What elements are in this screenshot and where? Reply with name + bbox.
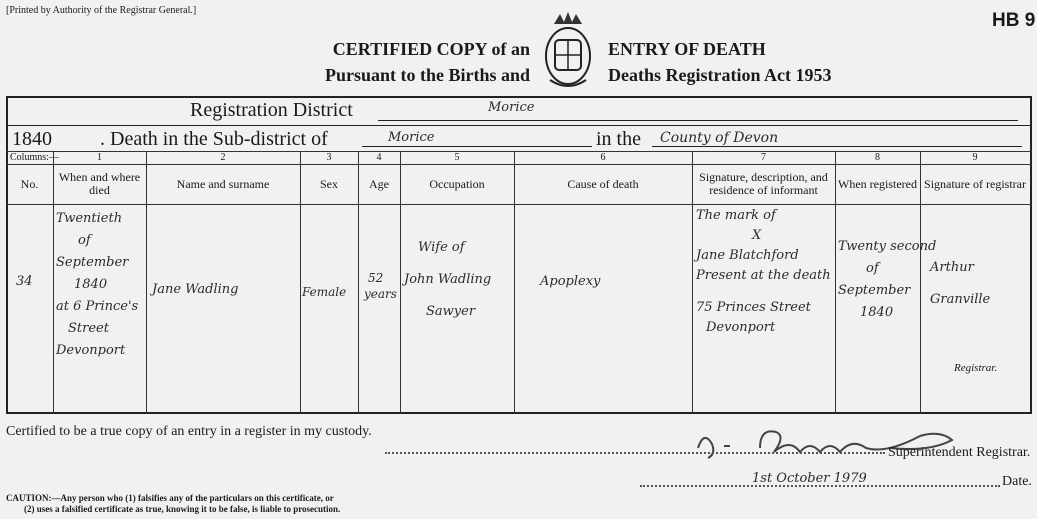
entry-sex: Female — [302, 285, 347, 299]
entry-line: Devonport — [706, 320, 776, 335]
column-number: 2 — [220, 152, 226, 163]
entry-age-unit: years — [364, 287, 397, 301]
columns-label: Columns:— — [10, 152, 59, 163]
subdistrict-underline — [362, 146, 592, 147]
column-number: 8 — [875, 152, 880, 163]
entry-line: at 6 Prince's — [56, 299, 139, 314]
royal-crest-icon — [540, 10, 596, 94]
column-header-occupation: Occupation — [429, 176, 485, 191]
date-dotted-line — [640, 485, 1000, 487]
title-right-line2: Deaths Registration Act 1953 — [608, 65, 832, 85]
entry-line: 1840 — [74, 277, 108, 292]
column-number: 7 — [761, 152, 766, 163]
subdistrict-label: . Death in the Sub-district of — [100, 128, 328, 150]
column-header-cause: Cause of death — [567, 176, 639, 191]
entry-cause: Apoplexy — [540, 274, 601, 289]
entry-line: John Wadling — [404, 272, 492, 287]
title-right — [608, 36, 898, 88]
header-rule — [6, 204, 1032, 205]
signature-dotted-line — [385, 452, 885, 454]
column-header-informant: Signature, description, and residence of informant — [699, 170, 828, 197]
printed-by-authority: [Printed by Authority of the Registrar General.] — [6, 5, 197, 16]
entry-when-where — [56, 208, 138, 362]
column-header-when-registered: When registered — [838, 176, 917, 191]
column-header-registrar: Signature of registrar — [924, 176, 1026, 191]
entry-line: Twenty second — [838, 239, 937, 254]
certificate-date-value: 1st October 1979 — [752, 471, 867, 486]
entry-informant — [696, 206, 831, 338]
entry-line: Wife of — [418, 240, 465, 255]
column-number: 4 — [376, 152, 382, 163]
column-header-when-where: When and where died — [58, 170, 141, 197]
entry-line: September — [56, 255, 129, 270]
entry-number: 34 — [16, 274, 33, 289]
county-underline — [652, 146, 1022, 147]
form-code: HB 9 — [992, 10, 1036, 31]
entry-when-registered — [838, 236, 936, 324]
entry-line: Granville — [930, 292, 991, 307]
column-number: 6 — [600, 152, 606, 163]
entry-line: of — [78, 233, 91, 248]
title-left-line1: CERTIFIED COPY of an — [332, 39, 530, 59]
column-header-age: Age — [369, 176, 389, 191]
county-value: County of Devon — [660, 130, 779, 146]
entry-line: 75 Princes Street — [696, 300, 811, 315]
entry-line: Arthur — [930, 260, 974, 275]
district-underline — [378, 120, 1018, 121]
district-divider — [6, 125, 1032, 126]
column-header-sex: Sex — [320, 176, 338, 191]
entry-line: Twentieth — [56, 211, 123, 226]
entry-line: The mark of — [696, 208, 776, 223]
caution-line: (2) uses a falsified certificate as true, knowing it to be false, is liable to prosecution. — [24, 504, 341, 514]
subdistrict-value: Morice — [388, 130, 435, 145]
column-header-name: Name and surname — [176, 176, 270, 191]
title-right-line1: ENTRY OF DEATH — [608, 39, 766, 59]
entry-line: 1840 — [860, 305, 894, 320]
registration-district-label: Registration District — [190, 99, 353, 121]
column-number: 3 — [326, 152, 332, 163]
entry-line: Jane Blatchford — [696, 248, 799, 263]
date-label: Date. — [1002, 474, 1032, 489]
entry-occupation — [404, 232, 491, 328]
registrar-label: Registrar. — [954, 362, 998, 374]
entry-line: September — [838, 283, 911, 298]
entry-line: of — [866, 261, 879, 276]
entry-age-number: 52 — [368, 271, 384, 285]
column-number: 5 — [454, 152, 460, 163]
entry-line: Sawyer — [426, 304, 476, 319]
superintendent-registrar-label: Superintendent Registrar. — [888, 445, 1031, 460]
title-left — [240, 36, 530, 88]
in-the-label: in the — [596, 128, 641, 150]
caution-line: CAUTION:—Any person who (1) falsifies any of the particulars on this certificate, or — [6, 493, 334, 503]
entry-line: Present at the death — [696, 268, 831, 283]
certification-text: Certified to be a true copy of an entry in a register in my custody. — [6, 424, 372, 439]
entry-line: X — [752, 228, 762, 243]
entry-name: Jane Wadling — [152, 282, 239, 297]
entry-line: Street — [68, 321, 109, 336]
registration-district-value: Morice — [488, 100, 535, 115]
column-number: 9 — [972, 152, 978, 163]
entry-registrar-signature — [930, 252, 990, 316]
column-number: 1 — [97, 152, 102, 163]
title-left-line2: Pursuant to the Births and — [324, 65, 530, 85]
entry-age — [364, 270, 397, 302]
entry-line: Devonport — [56, 343, 126, 358]
caution-notice — [6, 493, 426, 515]
registration-year: 1840 — [12, 128, 52, 150]
column-header-no: No. — [20, 176, 39, 191]
